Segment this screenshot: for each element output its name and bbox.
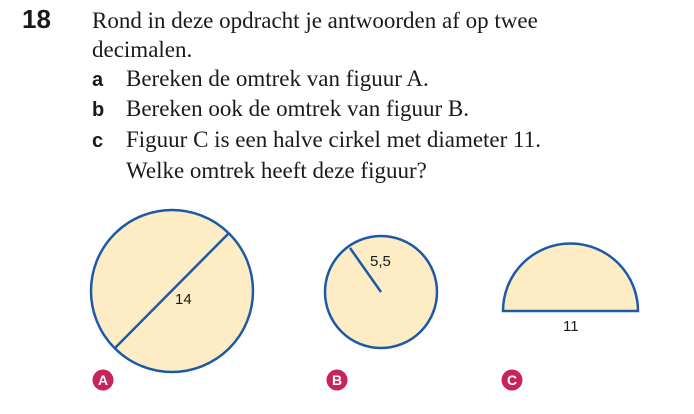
question-c-letter: c	[92, 130, 104, 152]
question-c-text-2: Welke omtrek heeft deze figuur?	[126, 158, 427, 183]
figure-c	[502, 243, 639, 390]
question-b-letter: b	[92, 99, 105, 121]
figure-b-label: 5,5	[370, 253, 391, 270]
question-a-text: Bereken de omtrek van figuur A.	[126, 66, 429, 91]
figure-b-badge-letter: B	[331, 372, 343, 388]
figure-a-label: 14	[175, 291, 192, 308]
intro-line-2: decimalen.	[92, 37, 193, 62]
intro-line-1: Rond in deze opdracht je antwoorden af op twee	[92, 8, 538, 33]
figure-a	[91, 210, 253, 391]
figure-c-badge-letter: C	[506, 372, 518, 388]
question-c-text: Figuur C is een halve cirkel met diameter 11.	[126, 127, 541, 152]
figure-b	[325, 236, 437, 391]
figure-a-badge-letter: A	[97, 372, 109, 388]
figure-c-label: 11	[563, 318, 579, 335]
question-a-letter: a	[92, 69, 104, 91]
question-b-text: Bereken ook de omtrek van figuur B.	[126, 96, 469, 121]
figure-c-semicircle	[503, 243, 638, 311]
exercise-number: 18	[22, 4, 51, 34]
